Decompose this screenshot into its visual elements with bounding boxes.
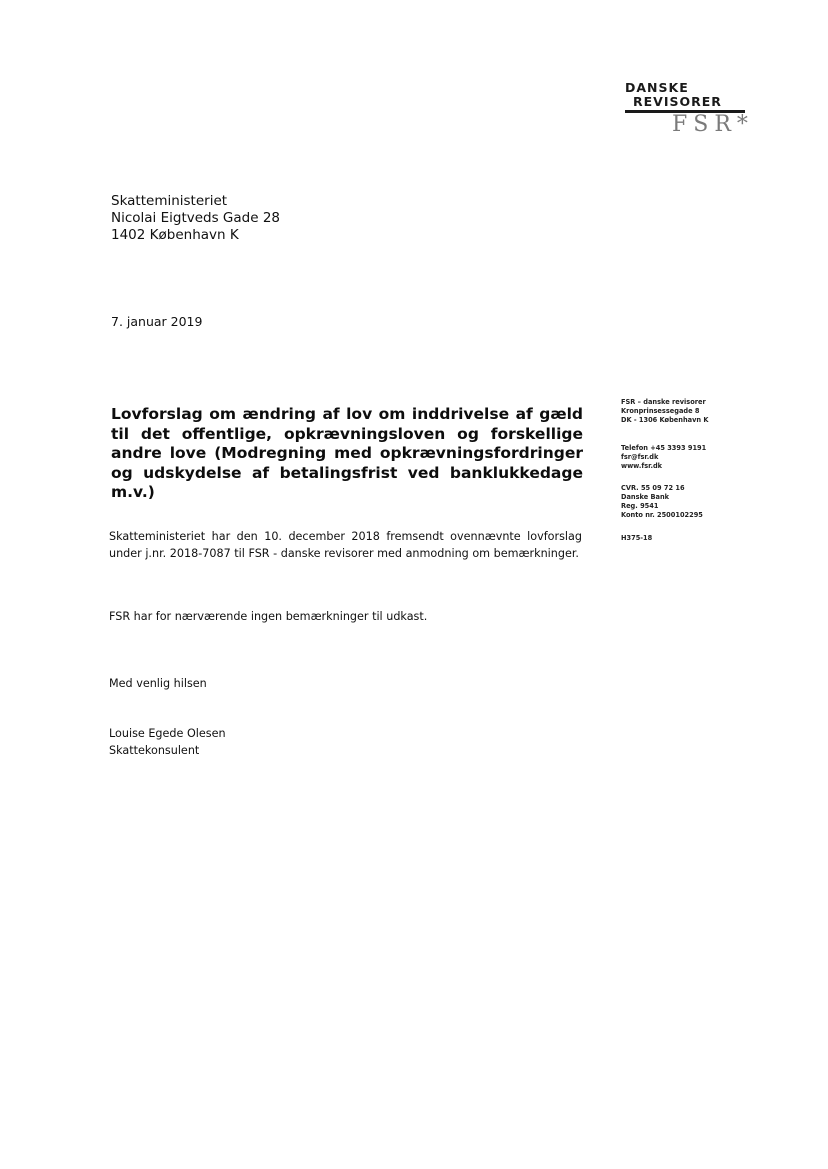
letter-date: 7. januar 2019 xyxy=(111,314,203,329)
sidebar-phone: Telefon +45 3393 9191 xyxy=(621,444,707,452)
signature-title: Skattekonsulent xyxy=(109,744,200,757)
sidebar-web: www.fsr.dk xyxy=(621,462,663,470)
logo-line-danske: DANSKE xyxy=(625,80,689,95)
remark-paragraph: FSR har for nærværende ingen bemærkninger til udkast. xyxy=(109,610,428,623)
sidebar-bank: Danske Bank xyxy=(621,493,670,501)
signature-name: Louise Egede Olesen xyxy=(109,727,226,740)
recipient-street: Nicolai Eigtveds Gade 28 xyxy=(111,210,281,226)
sidebar-email: fsr@fsr.dk xyxy=(621,453,659,461)
body-paragraph: Skatteministeriet har den 10. december 2018 fremsendt ovennævnte lovforslag under j.nr. 2018-7087 til FSR - danske revisorer med anmodning om bemærkninger. xyxy=(109,530,582,560)
sidebar-org: FSR – danske revisorer xyxy=(621,398,706,406)
sidebar-street: Kronprinsessegade 8 xyxy=(621,407,700,415)
sidebar-account: Konto nr. 2500102295 xyxy=(621,511,703,519)
logo-fsr-mark: FSR* xyxy=(672,112,754,137)
sidebar-reference: H375-18 xyxy=(621,534,653,542)
sidebar-reg: Reg. 9541 xyxy=(621,502,659,510)
sidebar-cvr: CVR. 55 09 72 16 xyxy=(621,484,685,492)
letter-title: Lovforslag om ændring af lov om inddrivelse af gæld til det offentlige, opkrævningsloven og forskellige andre love (Modregning med opkrævningsfordringer og udskydelse af betalingsfrist ved banklukkedage m.v.) xyxy=(111,405,583,502)
sidebar-city: DK - 1306 København K xyxy=(621,416,709,424)
closing-greeting: Med venlig hilsen xyxy=(109,677,207,690)
recipient-city: 1402 København K xyxy=(111,227,239,243)
logo-line-revisorer: REVISORER xyxy=(633,94,722,109)
recipient-name: Skatteministeriet xyxy=(111,193,228,209)
